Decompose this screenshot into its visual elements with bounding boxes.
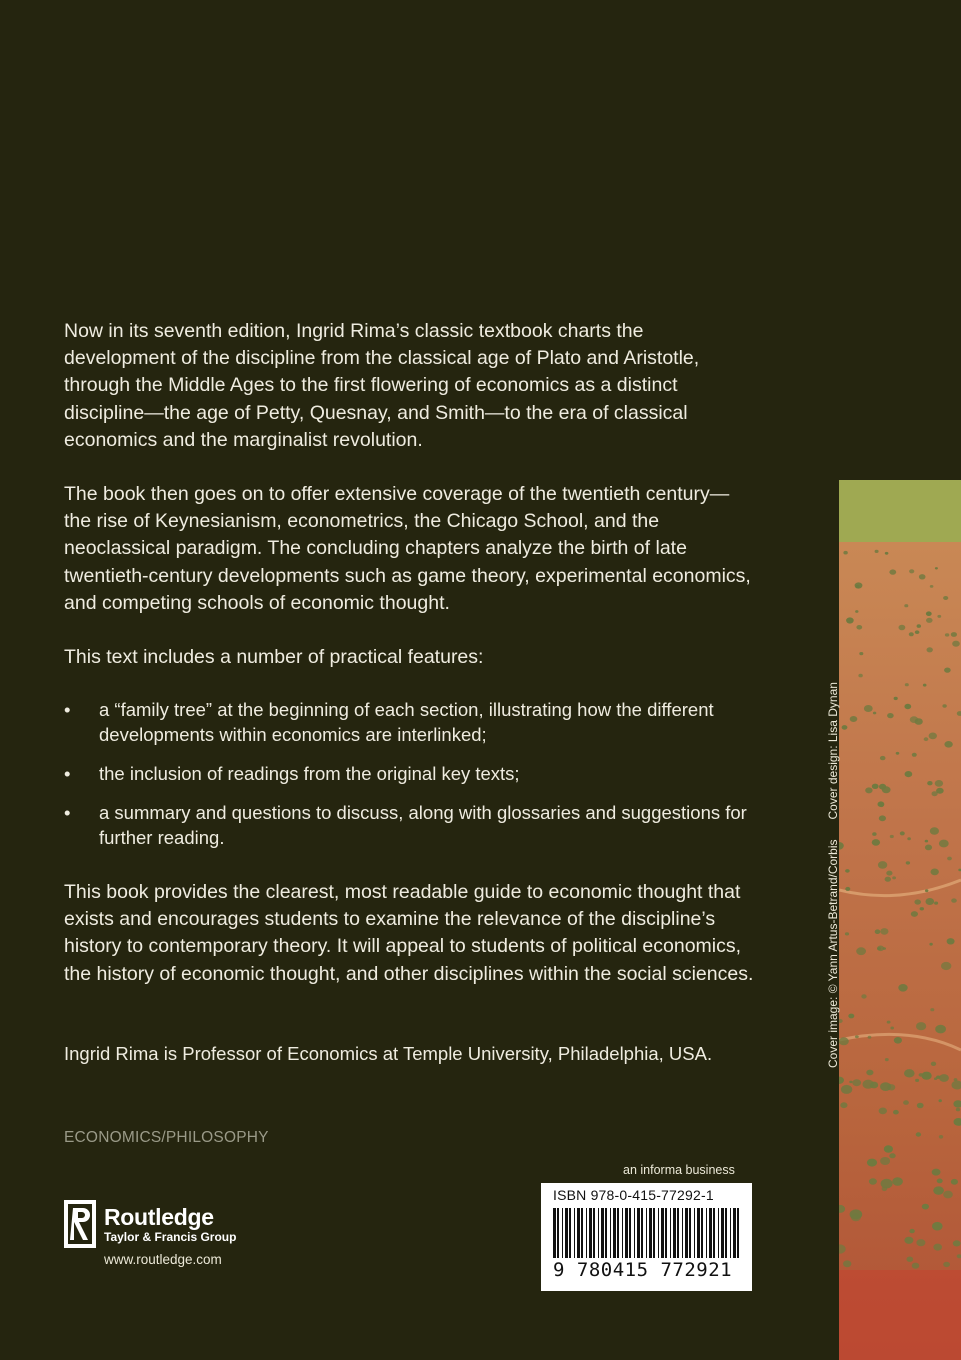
publisher-brand	[104, 1203, 236, 1244]
author-bio	[64, 1040, 754, 1067]
cover-credits	[826, 682, 840, 1068]
subject-category: ECONOMICS/PHILOSOPHY	[64, 1129, 269, 1146]
description-paragraph-2: The book then goes on to offer extensive coverage of the twentieth century—the rise of Keynesianism, econometrics, the Chicago School, and the neoclassical paradigm. The concluding chapters analyze the birth of late twentieth-century developments such as game theory, experimental economics, and competing schools of economic thought.	[64, 483, 751, 614]
publisher-url: www.routledge.com	[104, 1252, 222, 1267]
feature-item	[64, 761, 754, 786]
feature-text: a summary and questions to discuss, along with glossaries and suggestions for further reading.	[99, 802, 747, 848]
author-bio-text: is Professor of Economics at Temple University, Philadelphia, USA.	[158, 1043, 713, 1064]
routledge-logo-icon	[64, 1200, 96, 1248]
bullet-icon: •	[64, 802, 71, 823]
publisher-group: Taylor & Francis Group	[104, 1230, 237, 1244]
feature-item	[64, 697, 754, 747]
author-name: Ingrid Rima	[64, 1043, 159, 1064]
isbn-barcode	[541, 1183, 752, 1291]
features-list	[64, 697, 754, 864]
informa-tagline: an informa business	[623, 1163, 735, 1177]
bullet-icon: •	[64, 699, 71, 720]
cover-photo-strip	[839, 480, 961, 1360]
isbn-label: ISBN 978-0-415-77292-1	[553, 1187, 714, 1203]
barcode-bars	[551, 1208, 743, 1266]
image-credit: Cover image: © Yann Artus-Betrand/Corbis	[826, 839, 840, 1068]
features-intro: This text includes a number of practical features:	[64, 646, 484, 668]
feature-text: the inclusion of readings from the original key texts;	[99, 763, 520, 784]
publisher-name: Routledge	[104, 1204, 214, 1230]
bullet-icon: •	[64, 763, 71, 784]
closing-paragraph: This book provides the clearest, most readable guide to economic thought that exists and encourages students to examine the relevance of the discipline’s history to contemporary theory. It will appeal to students of political economics, the history of economic thought, and other disciplines within the social sciences.	[64, 881, 754, 985]
barcode-digits: 9 780415 772921	[553, 1259, 733, 1281]
description-paragraph-1: Now in its seventh edition, Ingrid Rima’s classic textbook charts the development of the discipline from the classical age of Plato and Aristotle, through the Middle Ages to the first flowering of economics as a distinct discipline—the age of Petty, Quesnay, and Smith—to the era of classical economics and the marginalist revolution.	[64, 320, 700, 451]
feature-text: a “family tree” at the beginning of each section, illustrating how the different developments within economics are interlinked;	[99, 699, 714, 745]
design-credit: Cover design: Lisa Dynan	[826, 682, 840, 820]
feature-item	[64, 800, 754, 850]
